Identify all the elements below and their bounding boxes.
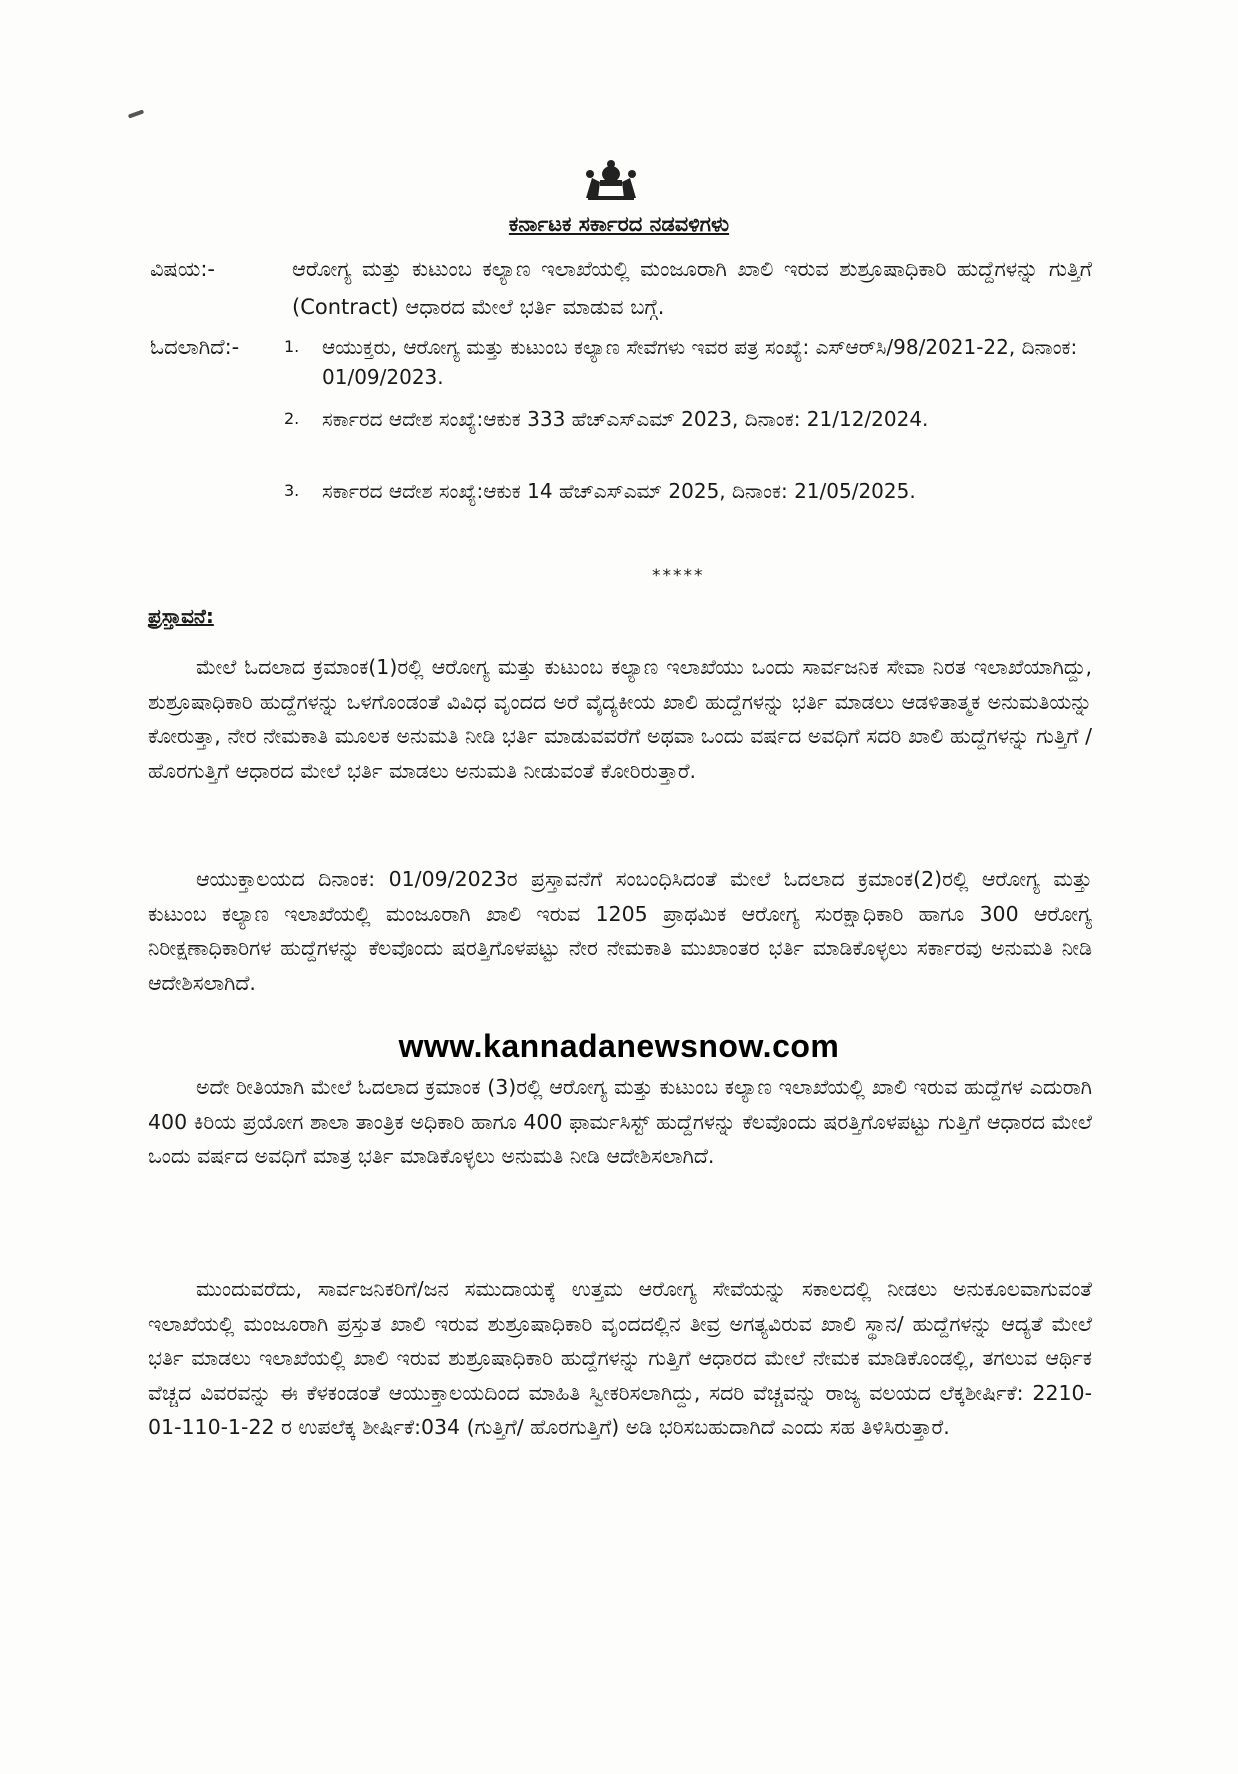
reference-text: ಸರ್ಕಾರದ ಆದೇಶ ಸಂಖ್ಯೆ:ಆಕುಕ 14 ಹೆಚ್‌ಎಸ್‌ಎಮ್ 2025, ದಿನಾಂಕ: 21/05/2025. [322,479,916,503]
website-watermark: www.kannadanewsnow.com [398,1028,840,1064]
scan-speck [128,109,144,118]
references-label: ಓದಲಾಗಿದೆ:- [150,335,240,359]
document-heading: ಕರ್ನಾಟಕ ಸರ್ಕಾರದ ನಡವಳಿಗಳು [508,212,730,236]
preamble-paragraph: ಮೇಲೆ ಓದಲಾದ ಕ್ರಮಾಂಕ(1)ರಲ್ಲಿ ಆರೋಗ್ಯ ಮತ್ತು ಕುಟುಂಬ ಕಲ್ಯಾಣ ಇಲಾಖೆಯು ಒಂದು ಸಾರ್ವಜನಿಕ ಸೇವಾ ನಿರತ ಇಲಾಖೆಯಾಗಿದ್ದು, ಶುಶ್ರೂಷಾಧಿಕಾರಿ ಹುದ್ದೆಗಳನ್ನು ಒಳಗೊಂಡಂತೆ ವಿವಿಧ ವೃಂದದ ಅರೆ ವೈದ್ಯಕೀಯ ಖಾಲಿ ಹುದ್ದೆಗಳನ್ನು ಭರ್ತಿ ಮಾಡಲು ಆಡಳಿತಾತ್ಮಕ ಅನುಮತಿಯನ್ನು ಕೋರುತ್ತಾ, ನೇರ ನೇಮಕಾತಿ ಮೂಲಕ ಅನುಮತಿ ನೀಡಿ ಭರ್ತಿ ಮಾಡುವವರೆಗೆ ಅಥವಾ ಒಂದು ವರ್ಷದ ಅವಧಿಗೆ ಸದರಿ ಖಾಲಿ ಹುದ್ದೆಗಳನ್ನು ಗುತ್ತಿಗೆ / ಹೊರಗುತ್ತಿಗೆ ಆಧಾರದ ಮೇಲೆ ಭರ್ತಿ ಮಾಡಲು ಅನುಮತಿ ನೀಡುವಂತೆ ಕೋರಿರುತ್ತಾರೆ. [148,655,1092,783]
subject-label: ವಿಷಯ:- [150,257,215,281]
section-separator: ***** [652,566,705,586]
reference-number: 2. [284,409,300,428]
reference-text: ಸರ್ಕಾರದ ಆದೇಶ ಸಂಖ್ಯೆ:ಆಕುಕ 333 ಹೆಚ್‌ಎಸ್‌ಎಮ್ 2023, ದಿನಾಂಕ: 21/12/2024. [322,407,929,431]
reference-text: ಆಯುಕ್ತರು, ಆರೋಗ್ಯ ಮತ್ತು ಕುಟುಂಬ ಕಲ್ಯಾಣ ಸೇವೆಗಳು ಇವರ ಪತ್ರ ಸಂಖ್ಯೆ: ಎಸ್‌ಆರ್‌ಸಿ/98/2021-22, ದಿನಾಂಕ: 01/09/2023. [322,335,1078,389]
subject-text: ಆರೋಗ್ಯ ಮತ್ತು ಕುಟುಂಬ ಕಲ್ಯಾಣ ಇಲಾಖೆಯಲ್ಲಿ ಮಂಜೂರಾಗಿ ಖಾಲಿ ಇರುವ ಶುಶ್ರೂಷಾಧಿಕಾರಿ ಹುದ್ದೆಗಳನ್ನು ಗುತ್ತಿಗೆ (Contract) ಆಧಾರದ ಮೇಲೆ ಭರ್ತಿ ಮಾಡುವ ಬಗ್ಗೆ. [292,257,1092,319]
preamble-heading: ಪ್ರಸ್ತಾವನೆ: [148,604,214,628]
preamble-paragraph: ಆಯುಕ್ತಾಲಯದ ದಿನಾಂಕ: 01/09/2023ರ ಪ್ರಸ್ತಾವನೆಗೆ ಸಂಬಂಧಿಸಿದಂತೆ ಮೇಲೆ ಓದಲಾದ ಕ್ರಮಾಂಕ(2)ರಲ್ಲಿ ಆರೋಗ್ಯ ಮತ್ತು ಕುಟುಂಬ ಕಲ್ಯಾಣ ಇಲಾಖೆಯಲ್ಲಿ ಮಂಜೂರಾಗಿ ಖಾಲಿ ಇರುವ 1205 ಪ್ರಾಥಮಿಕ ಆರೋಗ್ಯ ಸುರಕ್ಷಾಧಿಕಾರಿ ಹಾಗೂ 300 ಆರೋಗ್ಯ ನಿರೀಕ್ಷಣಾಧಿಕಾರಿಗಳ ಹುದ್ದೆಗಳನ್ನು ಕೆಲವೊಂದು ಷರತ್ತಿಗೊಳಪಟ್ಟು ನೇರ ನೇಮಕಾತಿ ಮುಖಾಂತರ ಭರ್ತಿ ಮಾಡಿಕೊಳ್ಳಲು ಸರ್ಕಾರವು ಅನುಮತಿ ನೀಡಿ ಆದೇಶಿಸಲಾಗಿದೆ. [148,867,1092,995]
reference-number: 1. [284,337,300,356]
preamble-paragraph: ಅದೇ ರೀತಿಯಾಗಿ ಮೇಲೆ ಓದಲಾದ ಕ್ರಮಾಂಕ (3)ರಲ್ಲಿ ಆರೋಗ್ಯ ಮತ್ತು ಕುಟುಂಬ ಕಲ್ಯಾಣ ಇಲಾಖೆಯಲ್ಲಿ ಖಾಲಿ ಇರುವ ಹುದ್ದೆಗಳ ಎದುರಾಗಿ 400 ಕಿರಿಯ ಪ್ರಯೋಗ ಶಾಲಾ ತಾಂತ್ರಿಕ ಅಧಿಕಾರಿ ಹಾಗೂ 400 ಫಾರ್ಮಸಿಸ್ಟ್ ಹುದ್ದೆಗಳನ್ನು ಕೆಲವೊಂದು ಷರತ್ತಿಗೊಳಪಟ್ಟು ಗುತ್ತಿಗೆ ಆಧಾರದ ಮೇಲೆ ಒಂದು ವರ್ಷದ ಅವಧಿಗೆ ಮಾತ್ರ ಭರ್ತಿ ಮಾಡಿಕೊಳ್ಳಲು ಅನುಮತಿ ನೀಡಿ ಆದೇಶಿಸಲಾಗಿದೆ. [148,1075,1092,1168]
reference-number: 3. [284,481,300,500]
preamble-paragraph: ಮುಂದುವರೆದು, ಸಾರ್ವಜನಿಕರಿಗೆ/ಜನ ಸಮುದಾಯಕ್ಕೆ ಉತ್ತಮ ಆರೋಗ್ಯ ಸೇವೆಯನ್ನು ಸಕಾಲದಲ್ಲಿ ನೀಡಲು ಅನುಕೂಲವಾಗುವಂತೆ ಇಲಾಖೆಯಲ್ಲಿ ಮಂಜೂರಾಗಿ ಪ್ರಸ್ತುತ ಖಾಲಿ ಇರುವ ಶುಶ್ರೂಷಾಧಿಕಾರಿ ವೃಂದದಲ್ಲಿನ ತೀವ್ರ ಅಗತ್ಯವಿರುವ ಖಾಲಿ ಸ್ಥಾನ/ ಹುದ್ದೆಗಳನ್ನು ಆದ್ಯತೆ ಮೇಲೆ ಭರ್ತಿ ಮಾಡಲು ಇಲಾಖೆಯಲ್ಲಿ ಖಾಲಿ ಇರುವ ಶುಶ್ರೂಷಾಧಿಕಾರಿ ಹುದ್ದೆಗಳನ್ನು ಗುತ್ತಿಗೆ ಆಧಾರದ ಮೇಲೆ ನೇಮಕ ಮಾಡಿಕೊಂಡಲ್ಲಿ, ತಗಲುವ ಆರ್ಥಿಕ ವೆಚ್ಚದ ವಿವರವನ್ನು ಈ ಕೆಳಕಂಡಂತೆ ಆಯುಕ್ತಾಲಯದಿಂದ ಮಾಹಿತಿ ಸ್ವೀಕರಿಸಲಾಗಿದ್ದು, ಸದರಿ ವೆಚ್ಚವನ್ನು ರಾಜ್ಯ ವಲಯದ ಲೆಕ್ಕಶೀರ್ಷಿಕೆ: 2210-01-110-1-22 ರ ಉಪಲೆಕ್ಕ ಶೀರ್ಷಿಕೆ:034 (ಗುತ್ತಿಗೆ/ ಹೊರಗುತ್ತಿಗೆ) ಅಡಿ ಭರಿಸಬಹುದಾಗಿದೆ ಎಂದು ಸಹ ತಿಳಿಸಿರುತ್ತಾರೆ. [148,1277,1092,1439]
state-emblem-icon [578,152,644,204]
